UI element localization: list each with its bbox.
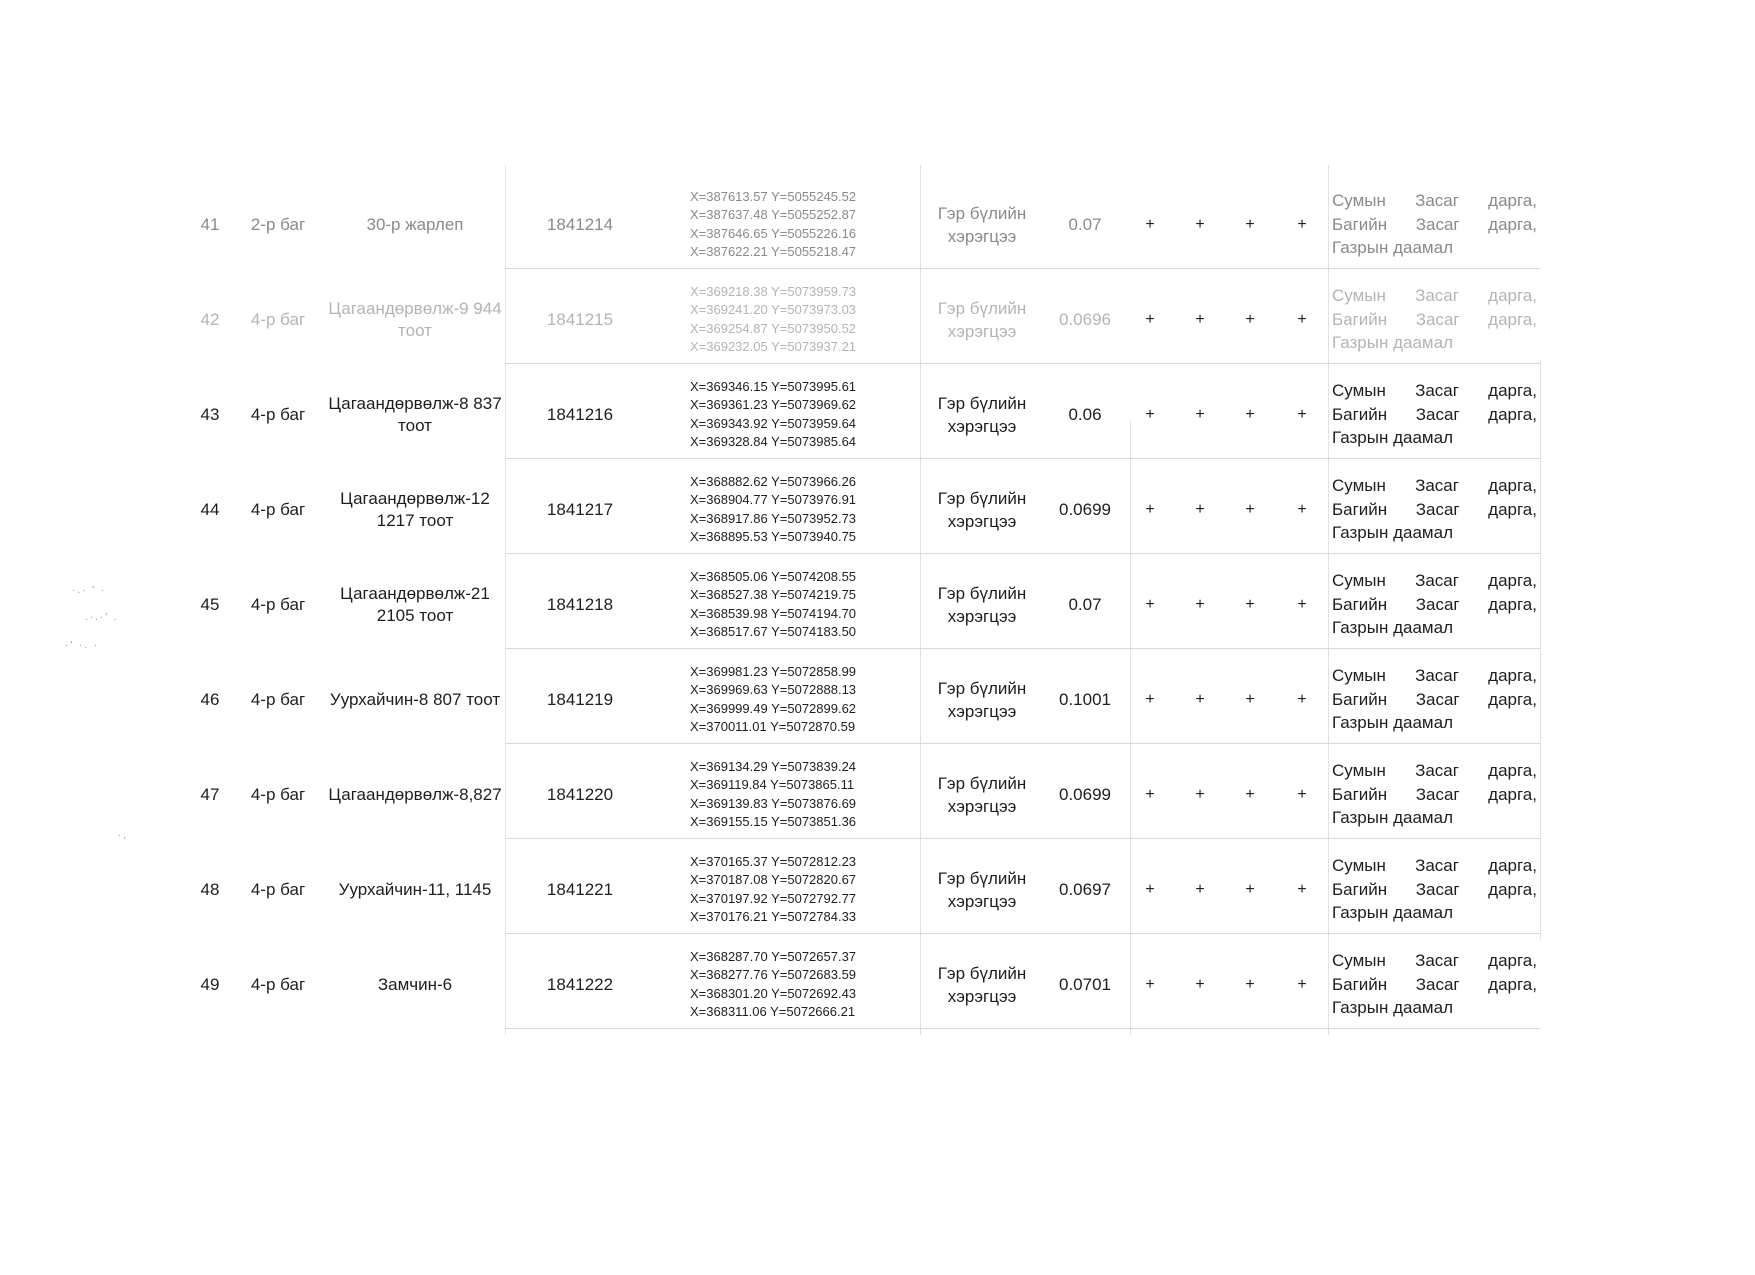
land-use [922,652,1042,747]
bag-name: 2-р баг [250,214,306,234]
address: Уурхайчин-11, 1145 [338,879,492,899]
row-divider [505,743,1540,744]
coordinate-line: X=369969.63 Y=5072888.13 [690,682,857,697]
coordinate-line: X=368917.86 Y=5073952.73 [690,510,857,526]
land-use [922,367,1042,462]
table-row [0,557,1755,652]
approval-mark: + [1195,405,1205,423]
area-ha: 0.06 [1068,404,1102,424]
bag-name: 4-р баг [250,879,306,899]
scan-noise: ·, [118,830,129,841]
official-line: Газрын даамал [1332,333,1453,353]
official-line [1332,688,1537,712]
official-word: Засаг [1415,784,1460,804]
land-use [922,937,1042,1032]
official-word: Багийн [1332,689,1388,709]
coordinate-line: X=387637.48 Y=5055252.87 [690,207,857,222]
scan-noise: .·.·' . [85,612,119,623]
table-row [0,652,1755,747]
table-row [0,747,1755,842]
coordinate-line: X=370187.08 Y=5072820.67 [690,872,857,887]
responsible-officials [1332,462,1537,557]
approval-mark: + [1195,310,1205,328]
approval-mark: + [1297,595,1307,613]
parcel-code: 1841220 [546,784,614,804]
responsible-officials [1332,557,1537,652]
approval-mark: + [1195,595,1205,613]
approval-mark: + [1145,975,1155,993]
official-word: дарга, [1488,951,1537,971]
scan-noise: ·' ·. · [65,640,100,651]
official-word: дарга, [1488,381,1537,401]
land-use-line: хэрэгцээ [947,891,1017,911]
official-line: Газрын даамал [1332,713,1453,733]
official-word: Багийн [1332,404,1388,424]
land-use [922,272,1042,367]
coordinate-line: X=368527.38 Y=5074219.75 [690,587,857,602]
land-use-line: Гэр бүлийн [937,393,1027,413]
official-line: Газрын даамал [1332,808,1453,828]
land-use [922,747,1042,842]
official-line [1332,854,1537,878]
approval-mark: + [1145,500,1155,518]
coordinate-line: X=369328.84 Y=5073985.64 [690,434,857,449]
approval-mark: + [1195,880,1205,898]
official-word: дарга, [1488,476,1537,496]
coordinate-line: X=387622.21 Y=5055218.47 [690,244,857,259]
approval-mark: + [1297,880,1307,898]
approval-mark: + [1297,785,1307,803]
responsible-officials [1332,747,1537,842]
official-word: Сумын [1332,571,1386,591]
scan-noise: ·.· ' · [72,585,107,596]
official-word: Засаг [1415,309,1460,329]
bag-name: 4-р баг [250,309,306,329]
official-line [1332,403,1537,427]
bag-name: 4-р баг [250,499,306,519]
land-use-line: Гэр бүлийн [937,298,1027,318]
approval-mark: + [1145,405,1155,423]
address: Уурхайчин-8 807 тоот [329,689,501,709]
land-use-line: Гэр бүлийн [937,678,1027,698]
approval-mark: + [1245,785,1255,803]
official-line [1332,474,1537,498]
official-line: Газрын даамал [1332,428,1453,448]
row-divider [505,363,1540,364]
area-ha: 0.07 [1068,214,1102,234]
official-word: дарга, [1488,879,1537,899]
official-line [1332,189,1537,213]
coordinate-line: X=369346.15 Y=5073995.61 [690,378,857,394]
approval-mark: + [1245,310,1255,328]
official-word: дарга, [1488,856,1537,876]
approval-mark: + [1145,310,1155,328]
official-word: дарга, [1488,761,1537,781]
official-word: Засаг [1415,214,1460,234]
official-word: Сумын [1332,666,1386,686]
table-row [0,177,1755,272]
official-line [1332,284,1537,308]
area-ha: 0.0696 [1059,309,1111,329]
official-word: Сумын [1332,191,1386,211]
official-line [1332,308,1537,332]
official-line [1332,379,1537,403]
row-number: 45 [200,594,220,614]
coordinate-line: X=369232.05 Y=5073937.21 [690,339,857,354]
approval-mark: + [1297,975,1307,993]
land-use [922,177,1042,272]
coordinate-line: X=368895.53 Y=5073940.75 [690,529,857,544]
address: Цагаандөрвөлж-21 2105 тоот [340,583,490,625]
table-row [0,937,1755,1032]
coordinates [690,367,910,462]
responsible-officials [1332,937,1537,1032]
official-line: Газрын даамал [1332,523,1453,543]
row-divider [505,268,1540,269]
bag-name: 4-р баг [250,689,306,709]
official-word: дарга, [1488,571,1537,591]
official-word: Багийн [1332,309,1388,329]
approval-mark: + [1297,690,1307,708]
bag-name: 4-р баг [250,594,306,614]
official-word: дарга, [1488,191,1537,211]
official-word: Засаг [1415,856,1459,876]
official-word: дарга, [1488,214,1537,234]
coordinate-line: X=369139.83 Y=5073876.69 [690,795,857,811]
row-number: 41 [200,214,220,234]
coordinate-line: X=370176.21 Y=5072784.33 [690,909,857,924]
official-word: дарга, [1488,499,1537,519]
coordinate-line: X=369981.23 Y=5072858.99 [690,663,857,679]
parcel-code: 1841216 [546,404,614,424]
official-line [1332,949,1537,973]
coordinates [690,177,910,272]
coordinate-line: X=369343.92 Y=5073959.64 [690,415,857,431]
land-use-line: Гэр бүлийн [937,963,1027,983]
row-number: 48 [200,879,220,899]
responsible-officials [1332,367,1537,462]
land-use-line: хэрэгцээ [947,416,1017,436]
bag-name: 4-р баг [250,784,306,804]
row-number: 46 [200,689,220,709]
responsible-officials [1332,842,1537,937]
coordinate-line: X=369155.15 Y=5073851.36 [690,814,857,829]
official-line [1332,973,1537,997]
row-number: 49 [200,974,220,994]
row-divider [505,933,1540,934]
official-word: дарга, [1488,309,1537,329]
coordinate-line: X=368301.20 Y=5072692.43 [690,985,857,1001]
official-word: дарга, [1488,666,1537,686]
official-word: Сумын [1332,856,1386,876]
land-use-line: хэрэгцээ [947,796,1017,816]
area-ha: 0.1001 [1059,689,1111,709]
land-use [922,842,1042,937]
coordinate-line: X=368287.70 Y=5072657.37 [690,948,857,964]
coordinates [690,747,910,842]
area-ha: 0.0697 [1059,879,1111,899]
official-word: дарга, [1488,689,1537,709]
responsible-officials [1332,177,1537,272]
official-word: Сумын [1332,951,1386,971]
parcel-code: 1841221 [546,879,614,899]
approval-mark: + [1245,975,1255,993]
official-word: дарга, [1488,974,1537,994]
coordinate-line: X=369119.84 Y=5073865.11 [690,777,855,792]
land-use [922,462,1042,557]
official-word: дарга, [1488,404,1537,424]
coordinates [690,937,910,1032]
coordinate-line: X=387646.65 Y=5055226.16 [690,225,857,241]
official-word: Багийн [1332,594,1388,614]
address: Цагаандөрвөлж-9 944 тоот [328,298,502,340]
official-word: Сумын [1332,286,1386,306]
parcel-code: 1841219 [546,689,614,709]
coordinate-line: X=370165.37 Y=5072812.23 [690,853,857,869]
land-use [922,557,1042,652]
land-use-line: хэрэгцээ [947,701,1017,721]
official-word: Багийн [1332,784,1388,804]
bag-name: 4-р баг [250,974,306,994]
official-word: Засаг [1415,381,1459,401]
official-word: дарга, [1488,784,1537,804]
coordinate-line: X=369361.23 Y=5073969.62 [690,397,857,412]
land-use-line: Гэр бүлийн [937,868,1027,888]
coordinate-line: X=370011.01 Y=5072870.59 [690,719,856,734]
official-line [1332,593,1537,617]
row-divider [505,553,1540,554]
official-line [1332,783,1537,807]
coordinate-line: X=370197.92 Y=5072792.77 [690,890,857,906]
coordinates [690,557,910,652]
table-row [0,367,1755,462]
official-word: Засаг [1415,191,1459,211]
official-word: Засаг [1415,286,1459,306]
approval-mark: + [1245,880,1255,898]
land-use-line: хэрэгцээ [947,986,1017,1006]
parcel-code: 1841215 [546,309,614,329]
coordinate-line: X=368311.06 Y=5072666.21 [690,1004,856,1019]
address: 30-р жарлеп [366,214,464,234]
area-ha: 0.0699 [1059,784,1111,804]
approval-mark: + [1195,690,1205,708]
parcel-code: 1841218 [546,594,614,614]
coordinates [690,652,910,747]
address: Цагаандөрвөлж-8,827 [328,784,502,804]
area-ha: 0.07 [1068,594,1102,614]
official-word: Засаг [1415,404,1460,424]
land-use-line: хэрэгцээ [947,606,1017,626]
table-row [0,842,1755,937]
parcel-code: 1841222 [546,974,614,994]
coordinate-line: X=368517.67 Y=5074183.50 [690,624,857,639]
parcel-code: 1841214 [546,214,614,234]
official-word: Багийн [1332,499,1388,519]
coordinate-line: X=369241.20 Y=5073973.03 [690,302,857,317]
official-word: Засаг [1415,594,1460,614]
approval-mark: + [1195,500,1205,518]
coordinate-line: X=387613.57 Y=5055245.52 [690,188,857,204]
coordinate-line: X=368277.76 Y=5072683.59 [690,967,857,982]
land-use-line: Гэр бүлийн [937,488,1027,508]
coordinate-line: X=369218.38 Y=5073959.73 [690,283,857,299]
row-number: 42 [200,309,220,329]
approval-mark: + [1145,785,1155,803]
coordinate-line: X=368904.77 Y=5073976.91 [690,492,857,507]
address: Замчин-6 [377,974,453,994]
official-word: Засаг [1415,476,1459,496]
official-line: Газрын даамал [1332,238,1453,258]
row-number: 43 [200,404,220,424]
coordinate-line: X=369254.87 Y=5073950.52 [690,320,857,336]
land-use-line: Гэр бүлийн [937,203,1027,223]
land-use-line: Гэр бүлийн [937,583,1027,603]
official-line: Газрын даамал [1332,903,1453,923]
approval-mark: + [1245,500,1255,518]
official-word: Засаг [1415,499,1460,519]
responsible-officials [1332,652,1537,747]
address: Цагаандөрвөлж-12 1217 тоот [340,488,490,530]
official-line [1332,878,1537,902]
official-word: дарга, [1488,594,1537,614]
approval-mark: + [1145,595,1155,613]
official-word: Засаг [1415,974,1460,994]
approval-mark: + [1297,405,1307,423]
row-divider [505,1028,1540,1029]
official-word: Багийн [1332,974,1388,994]
area-ha: 0.0701 [1059,974,1111,994]
official-word: Засаг [1415,666,1459,686]
official-word: Сумын [1332,761,1386,781]
coordinates [690,842,910,937]
official-word: Сумын [1332,381,1386,401]
approval-mark: + [1195,785,1205,803]
approval-mark: + [1297,500,1307,518]
coordinate-line: X=368505.06 Y=5074208.55 [690,568,857,584]
responsible-officials [1332,272,1537,367]
row-number: 47 [200,784,220,804]
coordinates [690,272,910,367]
row-number: 44 [200,499,220,519]
approval-mark: + [1245,215,1255,233]
official-line: Газрын даамал [1332,618,1453,638]
row-divider [505,838,1540,839]
area-ha: 0.0699 [1059,499,1111,519]
official-line [1332,569,1537,593]
table-row [0,462,1755,557]
land-use-line: хэрэгцээ [947,226,1017,246]
approval-mark: + [1145,215,1155,233]
official-word: дарга, [1488,286,1537,306]
row-divider [505,648,1540,649]
official-word: Засаг [1415,689,1460,709]
official-word: Багийн [1332,879,1388,899]
coordinate-line: X=369999.49 Y=5072899.62 [690,700,857,716]
official-line [1332,759,1537,783]
approval-mark: + [1195,215,1205,233]
approval-mark: + [1245,405,1255,423]
official-line [1332,213,1537,237]
address: Цагаандөрвөлж-8 837 тоот [328,393,502,435]
land-use-line: хэрэгцээ [947,511,1017,531]
official-word: Засаг [1415,761,1459,781]
official-word: Сумын [1332,476,1386,496]
official-line: Газрын даамал [1332,998,1453,1018]
official-word: Багийн [1332,214,1388,234]
coordinate-line: X=368882.62 Y=5073966.26 [690,473,857,489]
approval-mark: + [1297,215,1307,233]
official-word: Засаг [1415,571,1459,591]
table-row [0,272,1755,367]
approval-mark: + [1145,690,1155,708]
official-line [1332,498,1537,522]
coordinate-line: X=369134.29 Y=5073839.24 [690,758,857,774]
approval-mark: + [1145,880,1155,898]
approval-mark: + [1297,310,1307,328]
parcel-code: 1841217 [546,499,614,519]
row-divider [505,458,1540,459]
land-use-line: хэрэгцээ [947,321,1017,341]
bag-name: 4-р баг [250,404,306,424]
official-line [1332,664,1537,688]
approval-mark: + [1195,975,1205,993]
official-word: Засаг [1415,951,1459,971]
official-word: Засаг [1415,879,1460,899]
approval-mark: + [1245,595,1255,613]
land-use-line: Гэр бүлийн [937,773,1027,793]
approval-mark: + [1245,690,1255,708]
coordinate-line: X=368539.98 Y=5074194.70 [690,605,857,621]
coordinates [690,462,910,557]
